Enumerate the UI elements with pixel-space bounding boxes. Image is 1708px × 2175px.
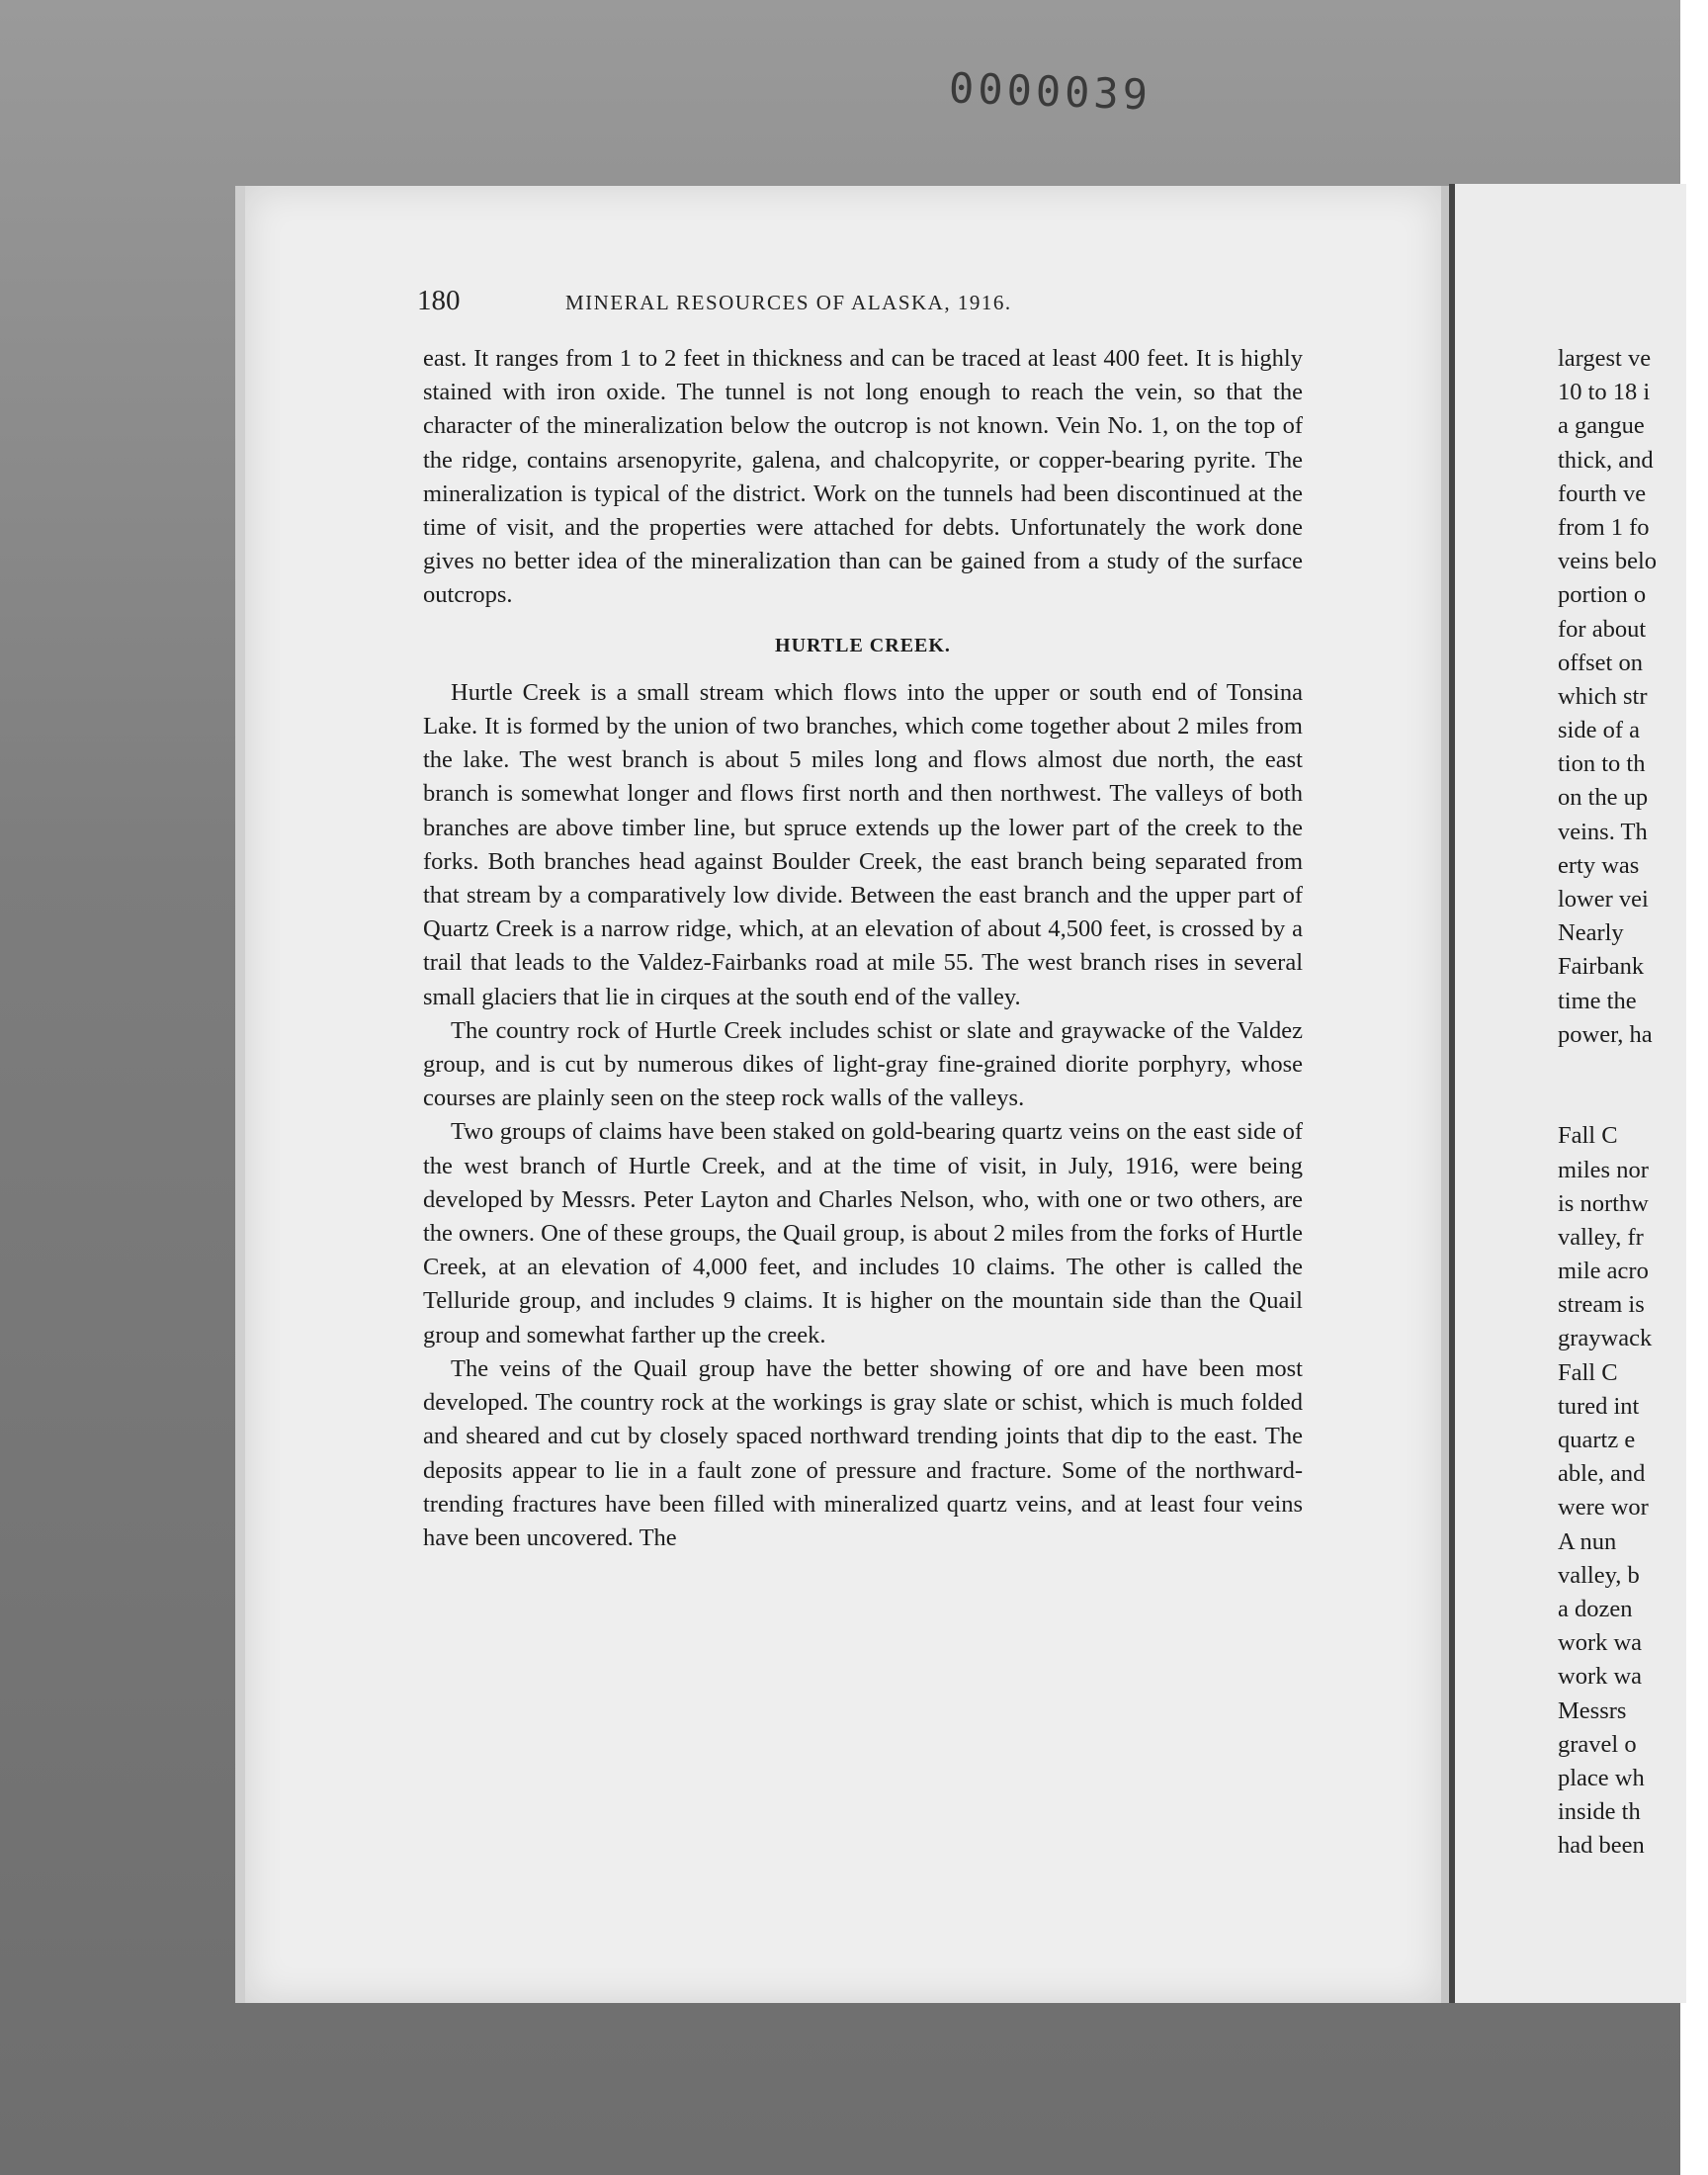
right-page-line: a dozen (1558, 1595, 1633, 1622)
paragraph: Two groups of claims have been staked on gold-bearing quartz veins on the east side of the west branch of Hurtle Creek, and at the time of visit, in July, 1916, were being developed by Messrs. Peter Layton and Charles Nelson, who, with one or two others, are the owners. One of these groups, the Quail group, is about 2 miles from the forks of Hurtle Creek, at an elevation of 4,000 feet, and includes 10 claims. The other is called the Telluride group, and includes 9 claims. It is higher on the mountain side than the Quail group and somewhat farther up the creek. (423, 1118, 1303, 1348)
document-stamp-number: 0000039 (948, 63, 1153, 120)
right-page-line: inside th (1558, 1798, 1641, 1826)
right-page-line: fourth ve (1558, 479, 1647, 507)
paragraph: The veins of the Quail group have the better showing of ore and have been most developed. The country rock at the workings is gray slate or schist, which is much folded and sheared and cut by closely spaced northward trending joints that dip to the east. The deposits appear to lie in a fault zone of pressure and fracture. Some of the northward-trending fractures have been filled with mineralized quartz veins, and at least four veins have been uncovered. The (423, 1354, 1303, 1551)
main-text (423, 342, 1303, 1555)
right-page-line: Fall C (1558, 1358, 1618, 1386)
intro-paragraph: east. It ranges from 1 to 2 feet in thickness and can be traced at least 400 feet. It is highly stained with iron oxide. The tunnel is not long enough to reach the vein, so that the character of the mineralization below the outcrop is not known. Vein No. 1, on the top of the ridge, contains arsenopyrite, galena, and chalcopyrite, or copper-bearing pyrite. The mineralization is typical of the district. Work on the tunnels had been discontinued at the time of visit, and the properties were attached for debts. Unfortunately the work done gives no better idea of the mineralization than can be gained from a study of the surface outcrops. (423, 345, 1303, 609)
right-page-line: Fairbank (1558, 953, 1645, 981)
right-page-line: able, and (1558, 1460, 1646, 1488)
right-page-line: for about (1558, 615, 1647, 643)
left-page (235, 186, 1455, 2003)
running-head (417, 285, 1326, 317)
right-page-line: portion o (1558, 581, 1647, 609)
right-page-text (1558, 342, 1686, 1863)
page-number: 180 (417, 285, 461, 316)
paragraph: The country rock of Hurtle Creek includes schist or slate and graywacke of the Valdez group, and is cut by numerous dikes of light-gray fine-grained diorite porphyry, whose courses are plainly seen on the steep rock walls of the valleys. (423, 1016, 1303, 1112)
right-page-line: gravel o (1558, 1730, 1637, 1758)
right-page-line: had been (1558, 1832, 1645, 1860)
right-page-line: 10 to 18 i (1558, 379, 1651, 406)
running-title: MINERAL RESOURCES OF ALASKA, 1916. (565, 291, 1012, 314)
right-page-line: A nun (1558, 1527, 1617, 1555)
right-page-line: offset on (1558, 649, 1643, 676)
right-page-line: is northw (1558, 1189, 1649, 1217)
right-page-line: lower vei (1558, 886, 1649, 913)
right-page-line: mile acro (1558, 1258, 1649, 1285)
right-page-line: a gangue (1558, 412, 1645, 440)
right-page-line: valley, fr (1558, 1223, 1644, 1251)
right-page-fragment (1449, 184, 1686, 2003)
right-page-line: thick, and (1558, 446, 1654, 474)
right-page-line: were wor (1558, 1494, 1649, 1522)
right-page-line: Nearly (1558, 919, 1624, 947)
right-page-line: which str (1558, 682, 1648, 710)
right-page-line (1558, 1086, 1686, 1119)
right-page-line: veins belo (1558, 548, 1658, 575)
right-page-line: side of a (1558, 717, 1640, 744)
section-heading: HURTLE CREEK. (775, 634, 951, 656)
right-page-line: Messrs (1558, 1696, 1627, 1724)
right-page-line (1558, 1052, 1686, 1086)
right-page-line: graywack (1558, 1325, 1653, 1352)
right-page-line: on the up (1558, 784, 1649, 812)
right-page-line: stream is (1558, 1291, 1645, 1319)
right-page-line: largest ve (1558, 345, 1652, 372)
paragraph: Hurtle Creek is a small stream which flows into the upper or south end of Tonsina Lake. It is formed by the union of two branches, which come together about 2 miles from the lake. The west branch is about 5 miles long and flows almost due north, the east branch is somewhat longer and flows first north and then northwest. The valleys of both branches are above timber line, but spruce extends up the lower part of the creek to the forks. Both branches head against Boulder Creek, the east branch being separated from that stream by a comparatively low divide. Between the east branch and the upper part of Quartz Creek is a narrow ridge, which, at an elevation of about 4,500 feet, is crossed by a trail that leads to the Valdez-Fairbanks road at mile 55. The west branch rises in several small glaciers that lie in cirques at the south end of the valley. (423, 678, 1303, 1010)
right-page-line: miles nor (1558, 1156, 1649, 1183)
right-page-line: Fall C (1558, 1122, 1618, 1150)
right-page-line: erty was (1558, 851, 1640, 879)
right-page-line: work wa (1558, 1629, 1643, 1657)
right-page-line: power, ha (1558, 1020, 1653, 1048)
right-page-line: work wa (1558, 1663, 1643, 1691)
right-page-line: place wh (1558, 1764, 1645, 1791)
right-page-line: from 1 fo (1558, 513, 1650, 541)
right-page-line: time the (1558, 987, 1637, 1014)
right-page-line: valley, b (1558, 1561, 1640, 1589)
right-page-line: quartz e (1558, 1427, 1636, 1453)
right-page-line: tion to th (1558, 750, 1646, 778)
right-page-line: veins. Th (1558, 818, 1648, 845)
right-page-line: tured int (1558, 1392, 1640, 1420)
